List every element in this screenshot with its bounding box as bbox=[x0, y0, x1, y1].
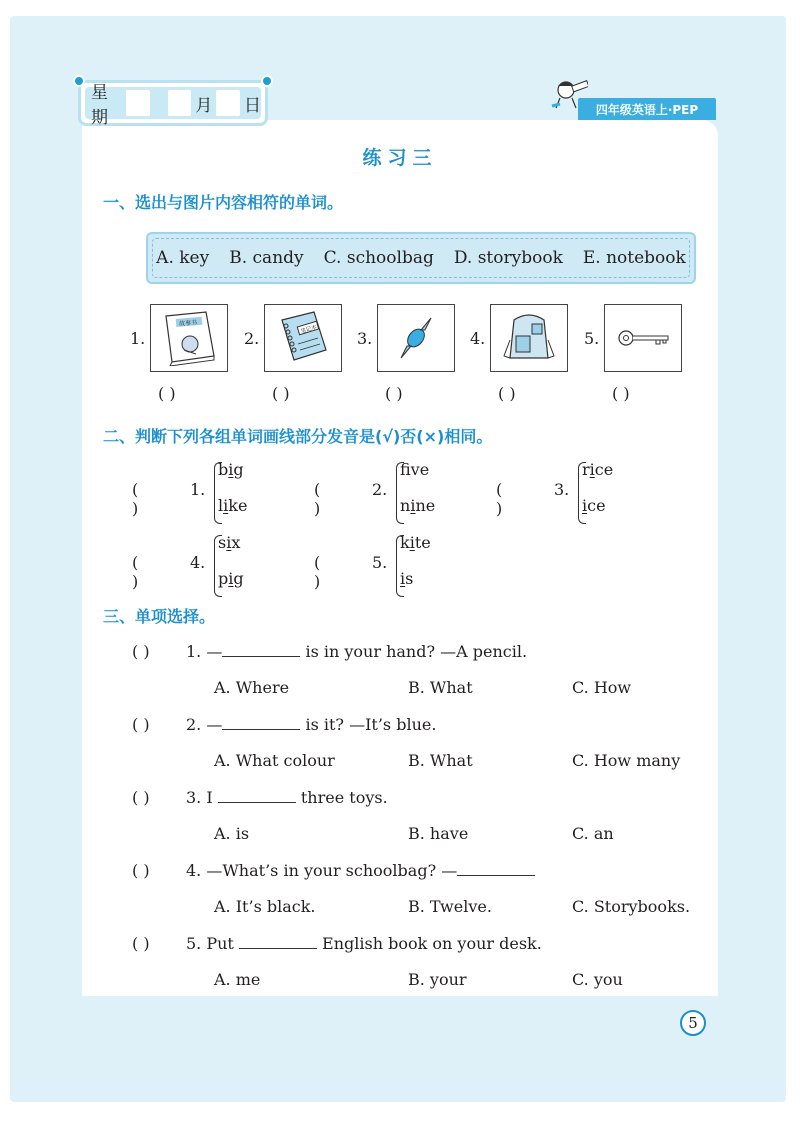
day-label: 日 bbox=[243, 95, 261, 116]
answer-blank[interactable]: ( ) bbox=[132, 715, 150, 734]
answer-blank[interactable]: ( ) bbox=[132, 788, 150, 807]
answer-blank[interactable]: ( ) bbox=[272, 384, 290, 403]
item-number: 4. bbox=[190, 553, 206, 572]
grade-tag: 四年级英语上·PEP bbox=[578, 98, 716, 120]
picture-row bbox=[130, 304, 690, 374]
option[interactable]: C. How bbox=[572, 678, 632, 697]
option[interactable]: C. How many bbox=[572, 751, 681, 770]
option[interactable]: C. Storybooks. bbox=[572, 897, 691, 916]
word-bottom: ice bbox=[582, 496, 606, 515]
page-title: 练习三 bbox=[362, 147, 438, 169]
month-label: 月 bbox=[195, 95, 213, 116]
weekday-blank[interactable] bbox=[126, 90, 150, 116]
section2-heading: 二、判断下列各组单词画线部分发音是(√)否(×)相同。 bbox=[103, 427, 493, 446]
question-text: 5. Put English book on your desk. bbox=[186, 934, 542, 953]
option[interactable]: A. What colour bbox=[214, 751, 335, 770]
option[interactable]: B. your bbox=[408, 970, 467, 989]
page-number: 5 bbox=[680, 1010, 706, 1036]
date-box bbox=[78, 80, 268, 126]
question bbox=[132, 715, 437, 734]
word-top: kite bbox=[400, 533, 431, 552]
schoolbag-icon bbox=[498, 310, 560, 366]
key-icon bbox=[612, 310, 674, 366]
answer-blank[interactable]: ( ) bbox=[132, 642, 150, 661]
option[interactable]: B. What bbox=[408, 751, 473, 770]
option[interactable]: A. Where bbox=[214, 678, 290, 697]
word-bottom: is bbox=[400, 569, 414, 588]
fill-blank[interactable] bbox=[457, 862, 535, 876]
section1-heading: 一、选出与图片内容相符的单词。 bbox=[103, 193, 344, 212]
svg-text:笔记本: 笔记本 bbox=[300, 324, 318, 336]
question-text: 3. I three toys. bbox=[186, 788, 388, 807]
fill-blank[interactable] bbox=[218, 789, 296, 803]
fill-blank[interactable] bbox=[222, 643, 300, 657]
answer-blank[interactable]: ( ) bbox=[496, 480, 503, 518]
picture-item: 3. bbox=[357, 304, 455, 372]
answer-blank[interactable]: ( ) bbox=[314, 480, 321, 518]
weekday-label: 星期 bbox=[91, 83, 108, 128]
fill-blank[interactable] bbox=[222, 716, 300, 730]
question-text: 1. — is in your hand? —A pencil. bbox=[186, 642, 528, 661]
question bbox=[132, 642, 528, 661]
answer-blank[interactable]: ( ) bbox=[385, 384, 403, 403]
word-top: six bbox=[218, 533, 241, 552]
option[interactable]: B. Twelve. bbox=[408, 897, 492, 916]
fill-blank[interactable] bbox=[239, 935, 317, 949]
word-option: E. notebook bbox=[582, 248, 686, 268]
question bbox=[132, 861, 458, 880]
option[interactable]: A. me bbox=[214, 970, 261, 989]
answer-blank[interactable]: ( ) bbox=[132, 553, 139, 591]
option[interactable]: C. an bbox=[572, 824, 614, 843]
question bbox=[132, 934, 542, 953]
answer-blank[interactable]: ( ) bbox=[612, 384, 630, 403]
candy-icon bbox=[385, 310, 447, 366]
answer-blank[interactable]: ( ) bbox=[158, 384, 176, 403]
word-option: A. key bbox=[156, 248, 210, 268]
section3-heading: 三、单项选择。 bbox=[103, 607, 216, 626]
picture-item: 1. 故事书 bbox=[130, 304, 228, 372]
question-text: 2. — is it? —It’s blue. bbox=[186, 715, 437, 734]
picture-item: 5. bbox=[584, 304, 682, 372]
word-top: big bbox=[218, 460, 244, 479]
word-bottom: like bbox=[218, 496, 248, 515]
option[interactable]: B. What bbox=[408, 678, 473, 697]
word-bottom: nine bbox=[400, 496, 436, 515]
answer-blank[interactable]: ( ) bbox=[132, 934, 150, 953]
pin-icon bbox=[73, 75, 85, 87]
answer-blank[interactable]: ( ) bbox=[314, 553, 321, 591]
answer-row bbox=[158, 384, 718, 408]
notebook-icon bbox=[272, 310, 334, 366]
option[interactable]: A. is bbox=[214, 824, 250, 843]
option[interactable]: A. It’s black. bbox=[214, 897, 316, 916]
day-blank[interactable] bbox=[216, 90, 240, 116]
word-bottom: pig bbox=[218, 569, 244, 588]
word-option: B. candy bbox=[229, 248, 304, 268]
word-bank bbox=[146, 232, 696, 284]
item-number: 5. bbox=[372, 553, 388, 572]
word-top: fve bbox=[400, 460, 430, 479]
question-text: 4. —What’s in your schoolbag? — bbox=[186, 861, 535, 880]
item-number: 1. bbox=[190, 480, 206, 499]
word-option: C. schoolbag bbox=[323, 248, 434, 268]
picture-item: 2. 笔记本 bbox=[244, 304, 342, 372]
word-top: rice bbox=[582, 460, 614, 479]
answer-blank[interactable]: ( ) bbox=[132, 480, 139, 518]
option[interactable]: C. you bbox=[572, 970, 623, 989]
item-number: 3. bbox=[554, 480, 570, 499]
month-blank[interactable] bbox=[168, 90, 192, 116]
option[interactable]: B. have bbox=[408, 824, 469, 843]
item-number: 2. bbox=[372, 480, 388, 499]
question bbox=[132, 788, 388, 807]
picture-item: 4. bbox=[470, 304, 568, 372]
pin-icon bbox=[261, 75, 273, 87]
word-option: D. storybook bbox=[453, 248, 563, 268]
answer-blank[interactable]: ( ) bbox=[498, 384, 516, 403]
answer-blank[interactable]: ( ) bbox=[132, 861, 150, 880]
svg-text:故事书: 故事书 bbox=[178, 319, 198, 328]
storybook-icon bbox=[158, 310, 220, 366]
